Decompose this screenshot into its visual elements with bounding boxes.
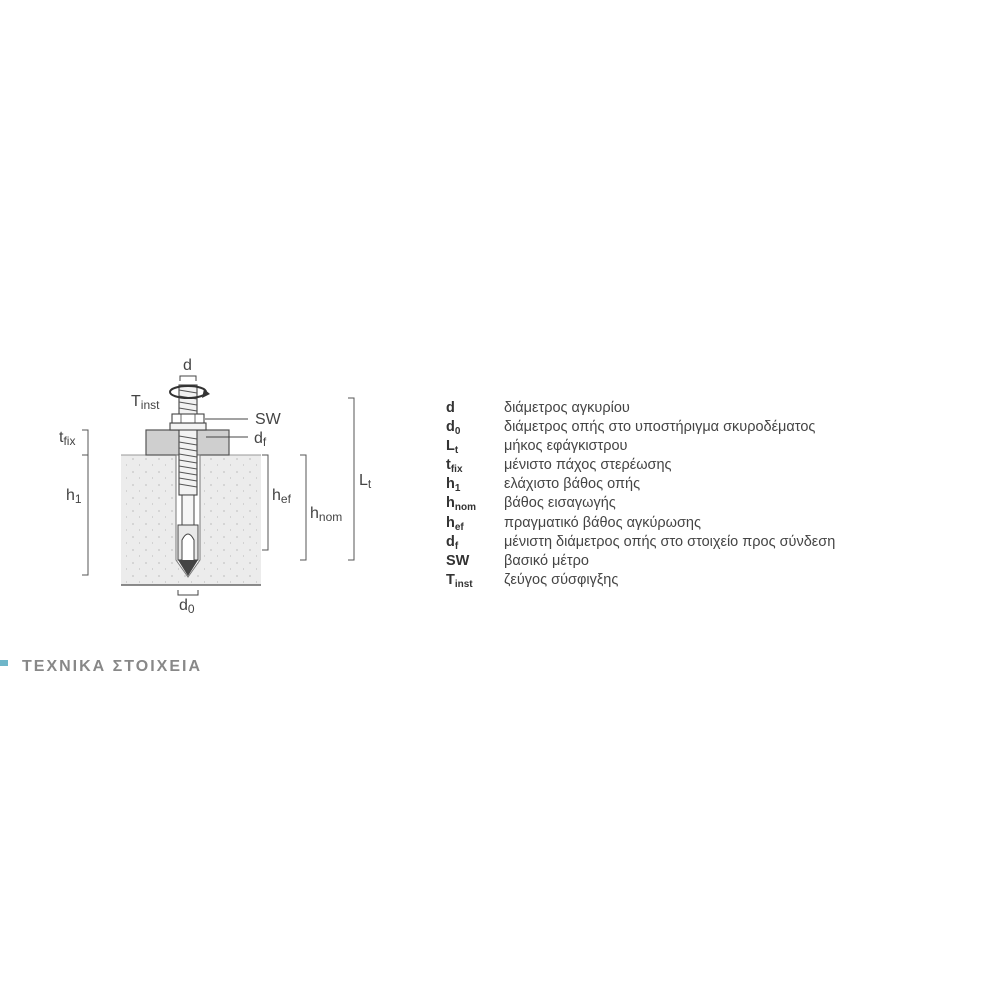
legend-symbol: SW [446, 552, 470, 569]
legend-row [446, 572, 966, 591]
label-tfix: tfix [59, 429, 76, 448]
legend-row [446, 553, 966, 572]
legend-symbol: $T_{inst}$ [446, 571, 473, 590]
legend-symbol: $t_{fix}$ [446, 457, 463, 476]
label-d: d [183, 357, 192, 374]
legend-description: ελάχιστο βάθος οπής [504, 476, 641, 493]
legend-row [446, 495, 966, 514]
legend-description: διάμετρος αγκυρίου [504, 400, 630, 416]
dim-d [180, 376, 196, 381]
legend-symbol: $h_1$ [446, 476, 461, 495]
legend-description: μήκος εφάγκιστρου [504, 438, 628, 455]
legend-symbol: $d_0$ [446, 419, 461, 438]
dim-lt [348, 398, 354, 560]
legend-symbol: d [446, 400, 455, 416]
hex-nut [172, 414, 204, 423]
label-h1: h1 [66, 487, 82, 506]
legend-row [446, 534, 966, 553]
legend-description: μένιστο πάχος στερέωσης [504, 457, 672, 474]
legend-description: ζεύγος σύσφιγξης [504, 571, 619, 588]
section-title: ΤΕΧΝΙΚΑ ΣΤΟΙΧΕΙΑ [22, 658, 202, 675]
legend-description: βάθος εισαγωγής [504, 495, 616, 512]
label-df: df [254, 430, 267, 449]
legend-symbol: $d_f$ [446, 533, 459, 552]
legend-description: πραγματικό βάθος αγκύρωσης [504, 514, 701, 531]
legend-symbol: $L_t$ [446, 438, 459, 457]
label-d0: d0 [179, 597, 195, 616]
legend-row [446, 400, 966, 419]
legend-row [446, 515, 966, 534]
legend-description: βασικό μέτρο [504, 552, 589, 569]
symbol-legend [446, 400, 966, 591]
legend-description: διάμετρος οπής στο υποστήριγμα σκυροδέματος [504, 419, 816, 436]
legend-row [446, 476, 966, 495]
legend-symbol: $h_{ef}$ [446, 514, 464, 533]
section-accent-bar [0, 660, 8, 666]
label-hef: hef [272, 487, 291, 506]
washer [170, 423, 206, 430]
legend-description: μένιστη διάμετρος οπής στο στοιχείο προς σύνδεση [504, 533, 836, 550]
label-hnom: hnom [310, 505, 343, 524]
legend-row [446, 457, 966, 476]
dim-h1 [82, 455, 88, 575]
legend-row [446, 419, 966, 438]
label-sw: SW [255, 411, 281, 428]
label-tinst: Tinst [131, 393, 160, 412]
dim-d0 [178, 590, 198, 595]
label-lt: Lt [359, 472, 372, 491]
dim-hef [262, 455, 268, 550]
legend-symbol: $h_{nom}$ [446, 495, 476, 514]
dim-hnom [300, 455, 306, 560]
legend-row [446, 438, 966, 457]
dim-tfix [82, 430, 88, 455]
